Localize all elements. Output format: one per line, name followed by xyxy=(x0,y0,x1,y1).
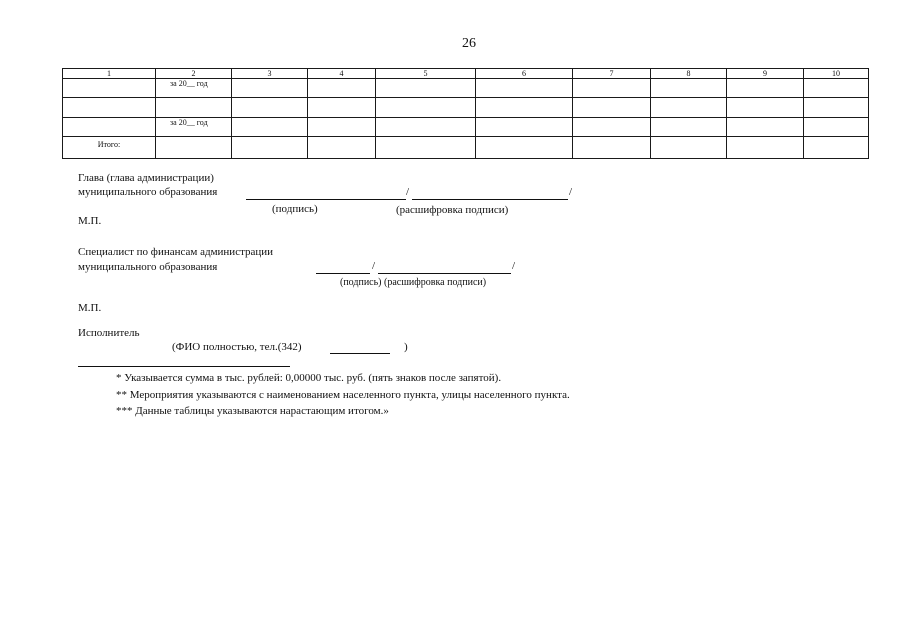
head-title-line1: Глава (глава администрации) xyxy=(78,172,214,184)
executor-label: Исполнитель xyxy=(78,327,140,339)
head-title-line2: муниципального образования xyxy=(78,186,218,198)
column-header: 8 xyxy=(651,69,727,79)
period-label: за 20__ год xyxy=(156,118,232,137)
executor-contact-suffix: ) xyxy=(404,341,408,353)
column-header: 10 xyxy=(804,69,869,79)
separator: / xyxy=(372,260,376,272)
table-total-row xyxy=(63,137,869,159)
executor-contact-prefix: (ФИО полностью, тел.(342) xyxy=(172,341,302,353)
column-header: 6 xyxy=(476,69,573,79)
executor-phone-field[interactable] xyxy=(330,353,390,354)
separator: / xyxy=(569,186,573,198)
column-header: 3 xyxy=(232,69,308,79)
footnote-3: *** Данные таблицы указываются нарастающим итогом.» xyxy=(116,405,389,417)
column-header: 7 xyxy=(573,69,651,79)
head-decode-field[interactable] xyxy=(412,199,568,200)
head-sign-caption: (подпись) xyxy=(272,203,318,215)
table-header-row xyxy=(63,69,869,79)
finance-title-line2: муниципального образования xyxy=(78,261,218,273)
column-header: 9 xyxy=(727,69,804,79)
separator: / xyxy=(512,260,516,272)
finance-title-line1: Специалист по финансам администрации xyxy=(78,246,274,258)
table-row xyxy=(63,118,869,137)
column-header: 2 xyxy=(156,69,232,79)
footnote-divider xyxy=(78,366,290,367)
footnote-2: ** Мероприятия указываются с наименованием населенного пункта, улицы населенного пункта. xyxy=(116,389,570,401)
column-header: 5 xyxy=(376,69,476,79)
page-number: 26 xyxy=(462,36,476,51)
table-row xyxy=(63,79,869,98)
head-decode-caption: (расшифровка подписи) xyxy=(396,204,509,216)
finance-signature-field[interactable] xyxy=(316,273,370,274)
finance-caption: (подпись) (расшифровка подписи) xyxy=(340,277,487,288)
table-row xyxy=(63,98,869,118)
separator: / xyxy=(406,186,410,198)
footnote-1: * Указывается сумма в тыс. рублей: 0,00000 тыс. руб. (пять знаков после запятой). xyxy=(116,372,502,384)
head-signature-field[interactable] xyxy=(246,199,406,200)
head-stamp: М.П. xyxy=(78,215,102,227)
total-label: Итого: xyxy=(63,137,156,159)
finance-decode-field[interactable] xyxy=(378,273,511,274)
column-header: 4 xyxy=(308,69,376,79)
period-label: за 20__ год xyxy=(156,79,232,98)
finance-stamp: М.П. xyxy=(78,302,102,314)
column-header: 1 xyxy=(63,69,156,79)
data-table xyxy=(62,68,869,159)
